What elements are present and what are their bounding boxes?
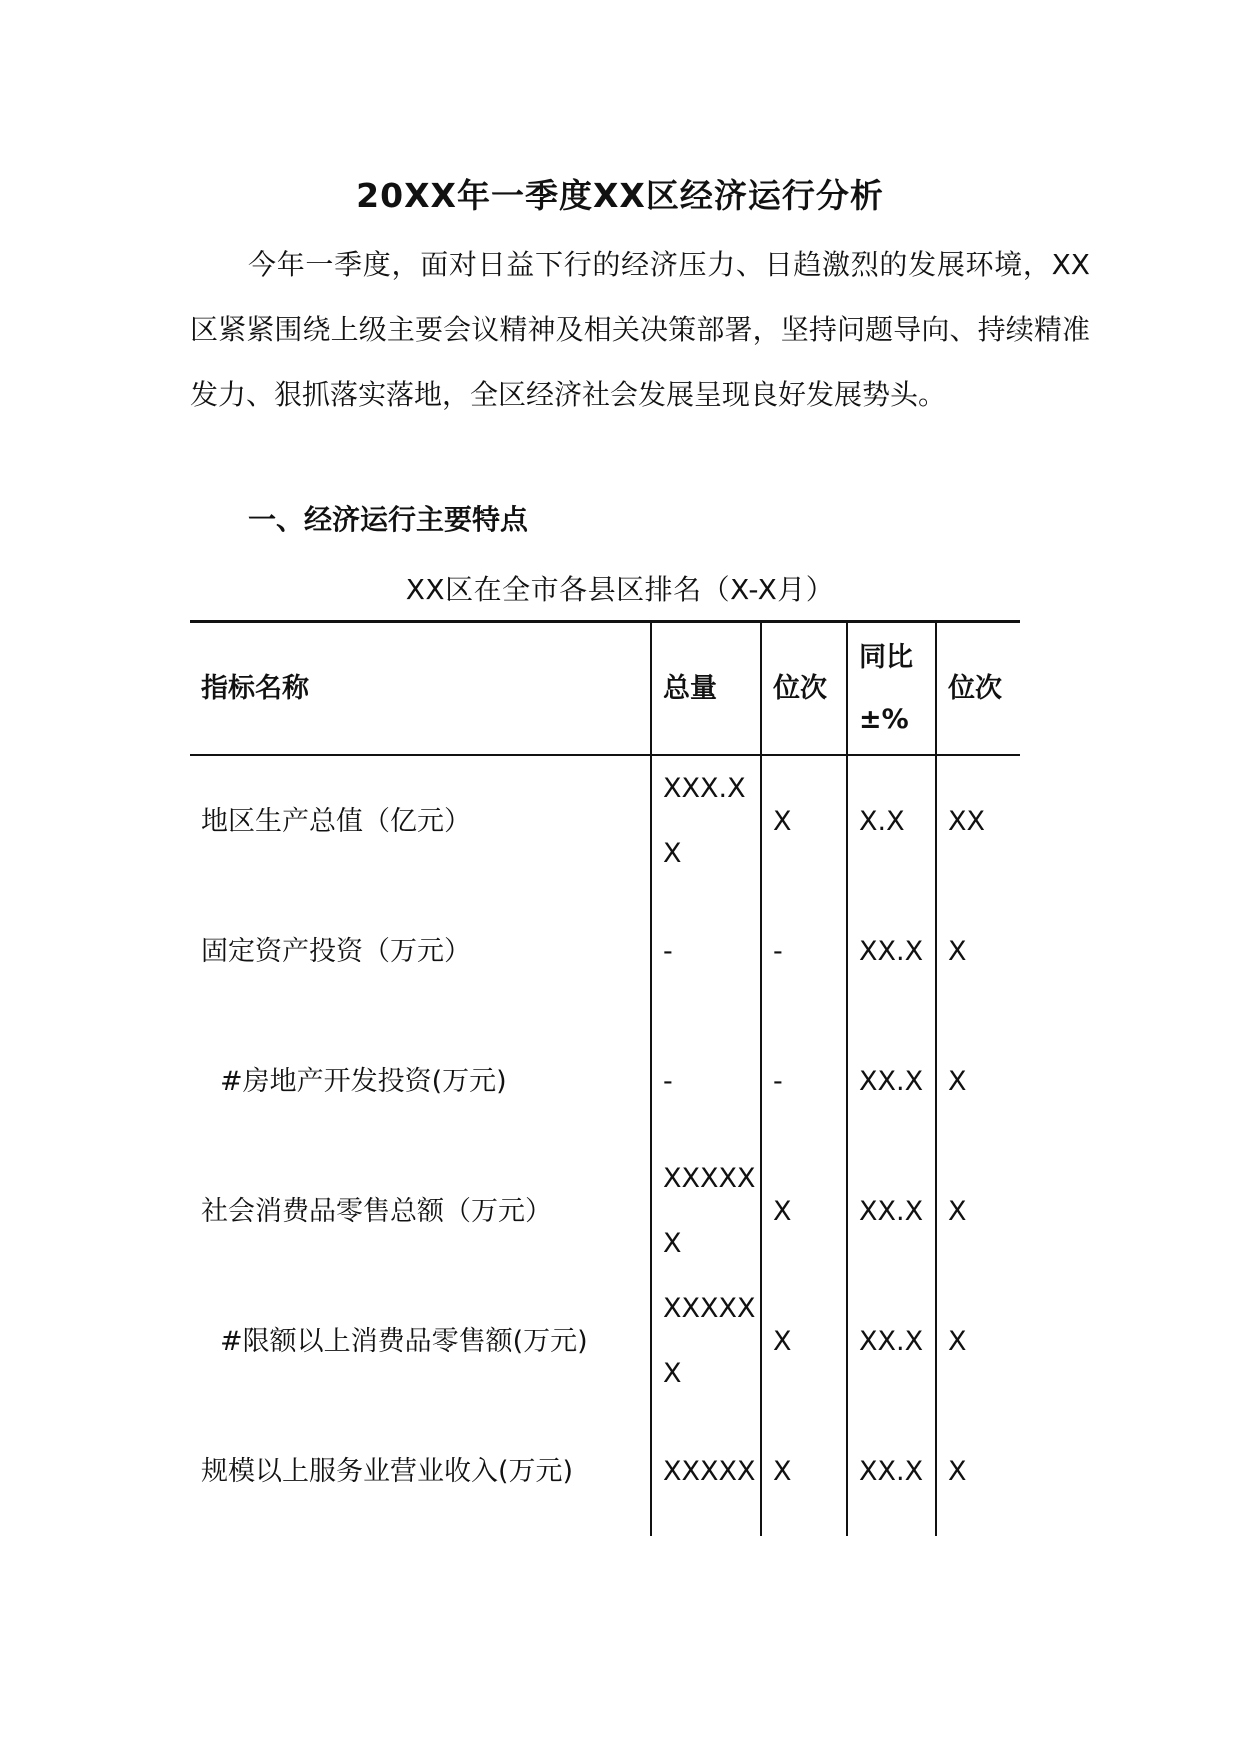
header-rank: 位次 xyxy=(761,622,847,756)
total-value: XXX.XX xyxy=(651,755,761,886)
table-row xyxy=(190,886,1020,1016)
rank-value: X xyxy=(761,1276,847,1406)
indicator-name: 规模以上服务业营业收入(万元) xyxy=(201,1455,574,1487)
header-total: 总量 xyxy=(651,622,761,756)
yoy-rank-value: X xyxy=(936,1406,1020,1536)
total-value: - xyxy=(651,886,761,1016)
header-yoy-rank: 位次 xyxy=(936,622,1020,756)
rank-value: - xyxy=(761,1016,847,1146)
yoy-value: XX.X xyxy=(847,886,936,1016)
yoy-value: XX.X xyxy=(847,1406,936,1536)
indicator-name: 社会消费品零售总额（万元） xyxy=(201,1195,552,1227)
table-header-row xyxy=(190,622,1020,756)
total-value: XXXXX xyxy=(651,1406,761,1536)
header-indicator-name: 指标名称 xyxy=(201,672,309,704)
table-caption: XX区在全市各县区排名（X-X月） xyxy=(405,573,835,606)
table-row xyxy=(190,1016,1020,1146)
indicator-name: #限额以上消费品零售额(万元) xyxy=(220,1325,588,1357)
table-row xyxy=(190,755,1020,886)
header-yoy: 同比±% xyxy=(847,622,936,756)
rank-value: X xyxy=(761,755,847,886)
table-row xyxy=(190,1276,1020,1406)
indicator-name: 地区生产总值（亿元） xyxy=(201,805,471,837)
section-heading: 一、经济运行主要特点 xyxy=(248,503,529,536)
yoy-rank-value: X xyxy=(936,886,1020,1016)
yoy-rank-value: X xyxy=(936,1276,1020,1406)
rank-value: X xyxy=(761,1146,847,1276)
table-row xyxy=(190,1406,1020,1536)
rank-value: - xyxy=(761,886,847,1016)
total-value: - xyxy=(651,1016,761,1146)
rank-value: X xyxy=(761,1406,847,1536)
indicator-name: #房地产开发投资(万元) xyxy=(220,1065,507,1097)
intro-paragraph: 今年一季度，面对日益下行的经济压力、日趋激烈的发展环境，XX区紧紧围绕上级主要会议精神及相关决策部署，坚持问题导向、持续精准发力、狠抓落实落地，全区经济社会发展呈现良好发展势头。 xyxy=(190,248,1090,411)
yoy-rank-value: X xyxy=(936,1146,1020,1276)
yoy-value: XX.X xyxy=(847,1146,936,1276)
yoy-value: XX.X xyxy=(847,1276,936,1406)
yoy-value: X.X xyxy=(847,755,936,886)
yoy-value: XX.X xyxy=(847,1016,936,1146)
ranking-table xyxy=(190,620,1020,1536)
document-title: 20XX年一季度XX区经济运行分析 xyxy=(356,176,884,215)
yoy-rank-value: X xyxy=(936,1016,1020,1146)
total-value: XXXXXX xyxy=(651,1146,761,1276)
indicator-name: 固定资产投资（万元） xyxy=(201,935,471,967)
total-value: XXXXXX xyxy=(651,1276,761,1406)
yoy-rank-value: XX xyxy=(936,755,1020,886)
table-row xyxy=(190,1146,1020,1276)
